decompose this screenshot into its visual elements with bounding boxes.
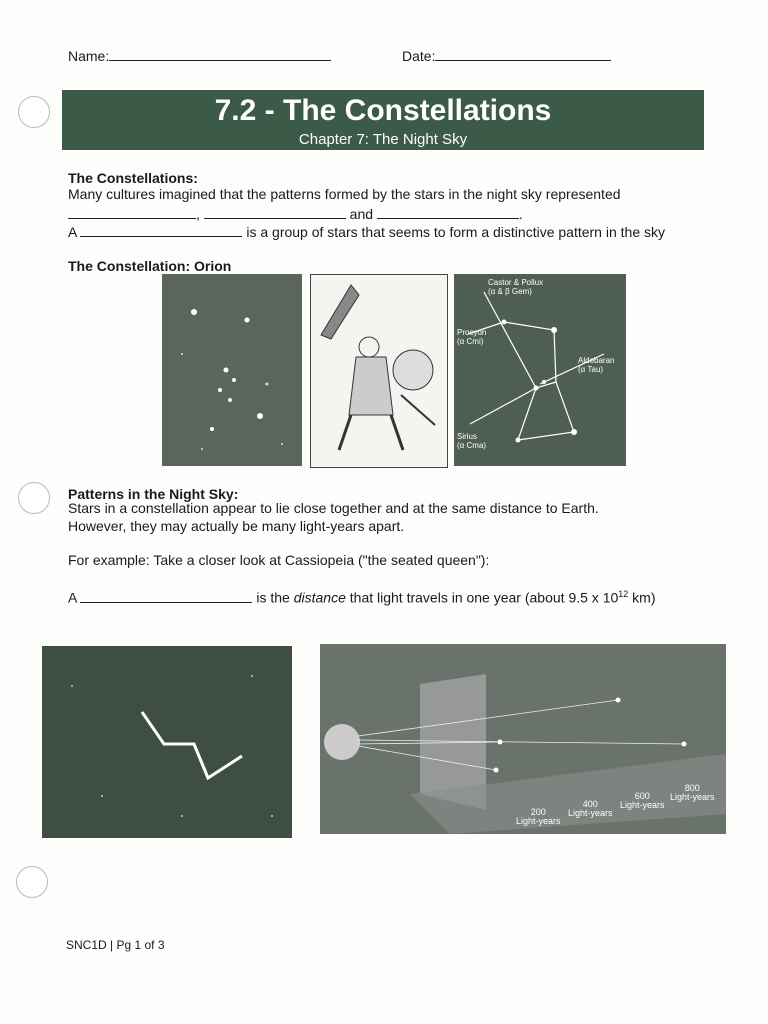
orion-photo-stars [162,274,302,466]
label-200ly: 200 Light-years [516,807,561,826]
label-400ly: 400 Light-years [568,799,613,818]
punch-hole-bottom [16,866,48,898]
blank-1[interactable] [68,204,196,219]
distance-diagram-drawing [320,644,726,834]
date-field [402,46,611,64]
date-label: Date: [402,48,436,64]
label-castor: Castor & Pollux (α & β Gem) [488,278,544,296]
label-800ly: 800 Light-years [670,783,715,802]
cassiopeia-image [42,646,292,838]
label-aldebaran: Aldebaran (α Tau) [578,356,615,374]
def-sup: 12 [618,589,629,599]
section3-line1: Stars in a constellation appear to lie close together and at the same distance to Earth. [68,500,599,516]
label-600ly: 600 Light-years [620,791,665,810]
a-prefix-2: A [68,589,77,606]
comma: , [196,206,200,222]
section1-line2 [68,204,523,223]
period: . [518,206,523,222]
section1-line3 [68,222,665,241]
def-pre: is the [256,589,290,606]
cassiopeia-distance-diagram [320,644,726,834]
blank-2[interactable] [204,204,346,219]
name-field [68,46,331,64]
section-heading-orion: The Constellation: Orion [68,258,232,274]
section-heading-patterns: Patterns in the Night Sky: [68,486,239,502]
def-post: that light travels in one year (about 9.5 x 10 [349,589,619,606]
and-word: and [349,206,374,222]
punch-hole-middle [18,482,50,514]
section-heading-constellations: The Constellations: [68,170,198,186]
blank-lightyear[interactable] [80,588,252,603]
section1-line1: Many cultures imagined that the patterns formed by the stars in the night sky represented [68,186,621,202]
page-footer: SNC1D | Pg 1 of 3 [66,938,165,952]
orion-illustration [310,274,448,468]
section3-line2: However, they may actually be many light-years apart. [68,518,405,534]
label-procyon: Procyon (α Cmi) [457,328,487,346]
blank-3[interactable] [377,204,519,219]
blank-constellation[interactable] [80,222,242,237]
label-sirius: Sirius (α Cma) [457,432,487,450]
section3-lightyear-line [68,586,656,607]
orion-photo [162,274,302,466]
punch-hole-top [18,96,50,128]
orion-hunter-drawing [311,275,447,467]
def-italic: distance [293,589,346,606]
def-end: km) [628,589,656,606]
name-label: Name: [68,48,110,64]
name-blank[interactable] [109,46,331,61]
cassiopeia-w-shape [42,646,292,838]
title-banner [62,90,704,150]
definition-text: is a group of stars that seems to form a distinctive pattern in the sky [246,224,665,240]
page-title: 7.2 - The Constellations [214,94,552,127]
page-subtitle: Chapter 7: The Night Sky [298,131,468,148]
date-blank[interactable] [435,46,611,61]
section3-example: For example: Take a closer look at Cassiopeia ("the seated queen"): [68,552,490,568]
a-prefix: A [68,224,77,240]
orion-constellation-diagram [454,274,626,466]
